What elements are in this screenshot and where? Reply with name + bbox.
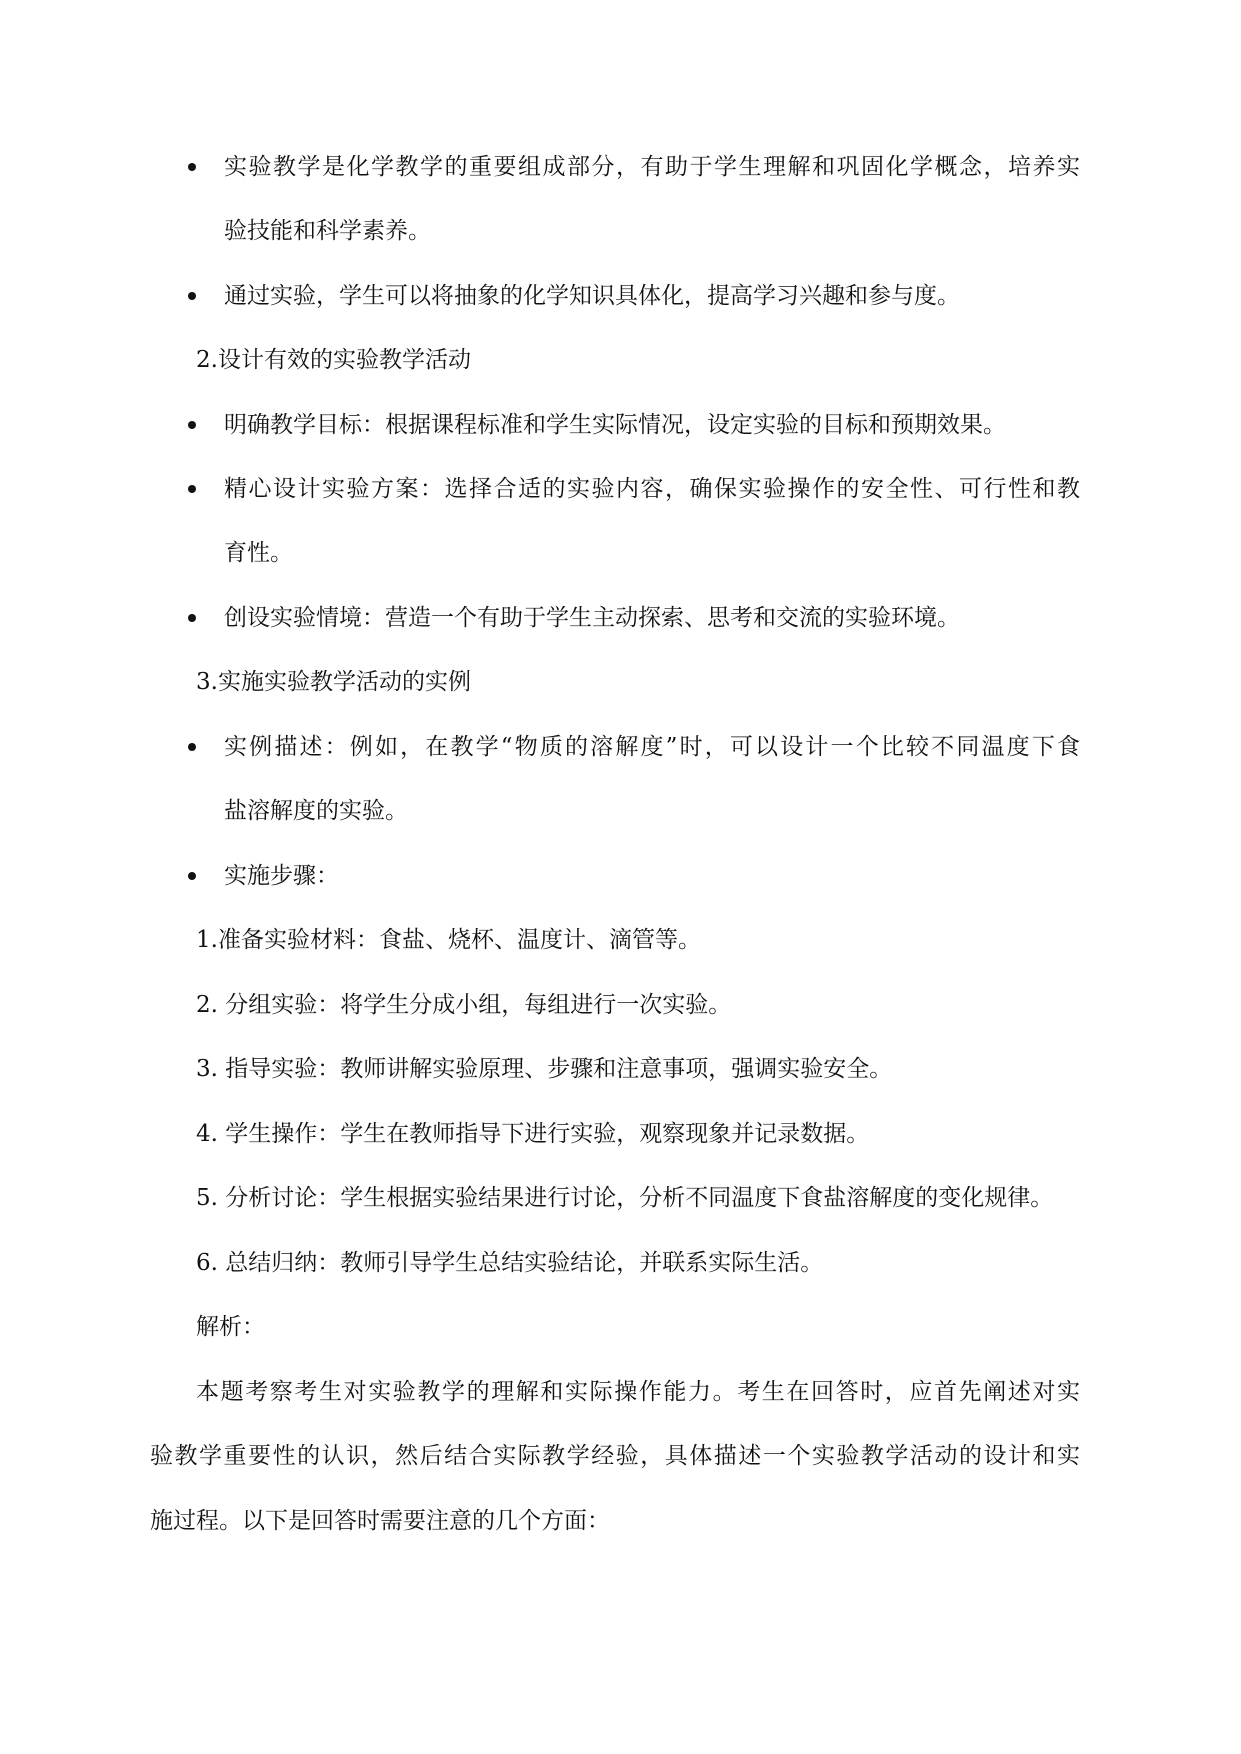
step-item: 4. 学生操作：学生在教师指导下进行实验，观察现象并记录数据。 bbox=[196, 1121, 870, 1147]
bullet-text-line: 验技能和科学素养。 bbox=[224, 218, 431, 244]
step-item: 6. 总结归纳：教师引导学生总结实验结论，并联系实际生活。 bbox=[196, 1250, 824, 1276]
bullet-text-line: 实验教学是化学教学的重要组成部分，有助于学生理解和巩固化学概念，培养实 bbox=[224, 154, 1080, 180]
step-item: 3. 指导实验：教师讲解实验原理、步骤和注意事项，强调实验安全。 bbox=[196, 1056, 893, 1082]
bullet-dot bbox=[188, 421, 196, 429]
analysis-paragraph-line: 验教学重要性的认识，然后结合实际教学经验，具体描述一个实验教学活动的设计和实 bbox=[150, 1443, 1080, 1469]
bullet-text-line: 盐溶解度的实验。 bbox=[224, 798, 408, 824]
bullet-text-line: 实例描述：例如，在教学“物质的溶解度”时，可以设计一个比较不同温度下食 bbox=[224, 734, 1080, 760]
bullet-dot bbox=[188, 485, 196, 493]
bullet-text-line: 创设实验情境：营造一个有助于学生主动探索、思考和交流的实验环境。 bbox=[224, 605, 960, 631]
analysis-label: 解析： bbox=[196, 1314, 265, 1340]
step-item: 2. 分组实验：将学生分成小组，每组进行一次实验。 bbox=[196, 992, 732, 1018]
step-item: 1.准备实验材料：食盐、烧杯、温度计、滴管等。 bbox=[196, 927, 701, 953]
bullet-text-line: 精心设计实验方案：选择合适的实验内容，确保实验操作的安全性、可行性和教 bbox=[224, 476, 1080, 502]
bullet-dot bbox=[188, 614, 196, 622]
bullet-dot bbox=[188, 292, 196, 300]
section-heading: 2.设计有效的实验教学活动 bbox=[196, 347, 471, 373]
step-item: 5. 分析讨论：学生根据实验结果进行讨论，分析不同温度下食盐溶解度的变化规律。 bbox=[196, 1185, 1054, 1211]
analysis-paragraph-line: 施过程。以下是回答时需要注意的几个方面： bbox=[150, 1508, 610, 1534]
analysis-paragraph-line: 本题考察考生对实验教学的理解和实际操作能力。考生在回答时，应首先阐述对实 bbox=[196, 1379, 1080, 1405]
bullet-text-line: 通过实验，学生可以将抽象的化学知识具体化，提高学习兴趣和参与度。 bbox=[224, 283, 960, 309]
bullet-dot bbox=[188, 163, 196, 171]
bullet-text-line: 育性。 bbox=[224, 540, 293, 566]
bullet-text-line: 实施步骤： bbox=[224, 863, 339, 889]
section-heading: 3.实施实验教学活动的实例 bbox=[196, 669, 471, 695]
bullet-dot bbox=[188, 743, 196, 751]
bullet-dot bbox=[188, 872, 196, 880]
bullet-text-line: 明确教学目标：根据课程标准和学生实际情况，设定实验的目标和预期效果。 bbox=[224, 412, 1006, 438]
